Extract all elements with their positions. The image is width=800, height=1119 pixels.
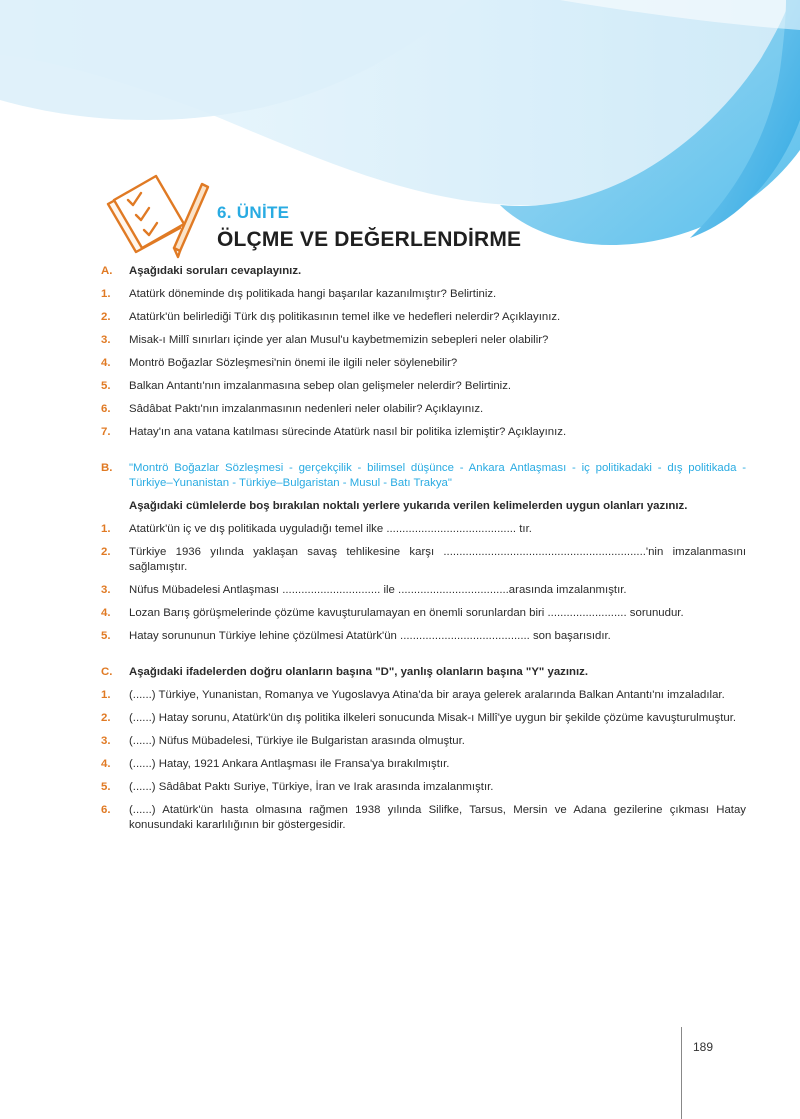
statement-text: (......) Sâdâbat Paktı Suriye, Türkiye, İran ve Irak arasında imzalanmıştır.: [129, 781, 494, 793]
section-letter: C.: [101, 666, 113, 678]
question-item: [101, 379, 746, 394]
checklist-pencil-icon: [100, 170, 210, 260]
question-text: Misak-ı Millî sınırları içinde yer alan Musul'u kaybetmemizin sebepleri neler olabilir?: [129, 334, 549, 346]
fill-blank-item: [101, 606, 746, 621]
item-number: 4.: [101, 357, 111, 369]
question-item: [101, 333, 746, 348]
true-false-item: [101, 711, 746, 726]
question-text: Hatay'ın ana vatana katılması sürecinde Atatürk nasıl bir politika izlemiştir? Açıklayınız.: [129, 426, 567, 438]
item-number: 4.: [101, 758, 111, 770]
item-number: 3.: [101, 334, 111, 346]
word-bank: "Montrö Boğazlar Sözleşmesi - gerçekçilik - bilimsel düşünce - Ankara Antlaşması - iç politikadaki - dış politikada - Türkiye–Yunanistan - Türkiye–Bulgaristan - Musul - Batı Trakya": [129, 462, 746, 489]
question-item: [101, 402, 746, 417]
question-item: [101, 425, 746, 440]
question-item: [101, 310, 746, 325]
fill-blank-item: [101, 583, 746, 598]
question-item: [101, 287, 746, 302]
item-number: 3.: [101, 735, 111, 747]
item-number: 2.: [101, 546, 111, 558]
item-number: 5.: [101, 380, 111, 392]
fill-blank-text: Atatürk'ün iç ve dış politikada uyguladığı temel ilke ......................................... tır.: [129, 523, 532, 535]
fill-blank-item: [101, 545, 746, 575]
item-number: 6.: [101, 403, 111, 415]
section-b-word-bank: [101, 461, 746, 491]
question-text: Sâdâbat Paktı'nın imzalanmasının nedenleri neler olabilir? Açıklayınız.: [129, 403, 484, 415]
section-b-instruction: [101, 499, 746, 514]
item-number: 2.: [101, 311, 111, 323]
section-heading: Aşağıdaki ifadelerden doğru olanların başına "D", yanlış olanların başına "Y" yazınız.: [129, 666, 588, 678]
item-number: 5.: [101, 781, 111, 793]
section-instruction: Aşağıdaki cümlelerde boş bırakılan noktalı yerlere yukarıda verilen kelimelerden uygun olanları yazınız.: [129, 500, 688, 512]
worksheet-content: [101, 264, 746, 841]
page-number: 189: [693, 1040, 714, 1054]
fill-blank-text: Hatay sorununun Türkiye lehine çözülmesi Atatürk'ün ......................................... son başarısıdır.: [129, 630, 611, 642]
item-number: 2.: [101, 712, 111, 724]
section-c-heading: [101, 665, 746, 680]
section-letter: A.: [101, 265, 113, 277]
statement-text: (......) Nüfus Mübadelesi, Türkiye ile Bulgaristan arasında olmuştur.: [129, 735, 465, 747]
item-number: 7.: [101, 426, 111, 438]
section-a-heading: [101, 264, 746, 279]
statement-text: (......) Hatay sorunu, Atatürk'ün dış politika ilkeleri sonucunda Misak-ı Millî'ye uygun bir şekilde çözüme kavuşturulmuştur.: [129, 712, 737, 724]
page-number-divider: [681, 1027, 682, 1119]
item-number: 3.: [101, 584, 111, 596]
fill-blank-item: [101, 522, 746, 537]
question-text: Atatürk döneminde dış politikada hangi başarılar kazanılmıştır? Belirtiniz.: [129, 288, 497, 300]
fill-blank-text: Nüfus Mübadelesi Antlaşması ............................... ile ...................................arasında imzalanmıştır.: [129, 584, 627, 596]
question-text: Montrö Boğazlar Sözleşmesi'nin önemi ile ilgili neler söylenebilir?: [129, 357, 458, 369]
true-false-item: [101, 780, 746, 795]
item-number: 4.: [101, 607, 111, 619]
fill-blank-text: Türkiye 1936 yılında yaklaşan savaş tehlikesine karşı ................................................................'nin imzalanmasını sağlamıştır.: [129, 546, 746, 573]
true-false-item: [101, 734, 746, 749]
question-item: [101, 356, 746, 371]
unit-title: ÖLÇME VE DEĞERLENDİRME: [217, 228, 522, 251]
item-number: 5.: [101, 630, 111, 642]
true-false-item: [101, 803, 746, 833]
question-text: Atatürk'ün belirlediği Türk dış politikasının temel ilke ve hedefleri nelerdir? Açıklayınız.: [129, 311, 561, 323]
item-number: 6.: [101, 804, 111, 816]
question-text: Balkan Antantı'nın imzalanmasına sebep olan gelişmeler nelerdir? Belirtiniz.: [129, 380, 512, 392]
section-letter: B.: [101, 462, 113, 474]
statement-text: (......) Türkiye, Yunanistan, Romanya ve Yugoslavya Atina'da bir araya gelerek aralarında Balkan Antantı'nı imzaladılar.: [129, 689, 725, 701]
true-false-item: [101, 688, 746, 703]
item-number: 1.: [101, 523, 111, 535]
item-number: 1.: [101, 288, 111, 300]
section-heading: Aşağıdaki soruları cevaplayınız.: [129, 265, 302, 277]
item-number: 1.: [101, 689, 111, 701]
unit-label: 6. ÜNİTE: [217, 203, 290, 222]
true-false-item: [101, 757, 746, 772]
statement-text: (......) Atatürk'ün hasta olmasına rağmen 1938 yılında Silifke, Tarsus, Mersin ve Adana gezilerine çıkması Hatay konusundaki kararlılığının bir göstergesidir.: [129, 804, 746, 831]
statement-text: (......) Hatay, 1921 Ankara Antlaşması ile Fransa'ya bırakılmıştır.: [129, 758, 450, 770]
fill-blank-item: [101, 629, 746, 644]
fill-blank-text: Lozan Barış görüşmelerinde çözüme kavuşturulamayan en önemli sorunlardan biri ......................... sorunudur.: [129, 607, 684, 619]
